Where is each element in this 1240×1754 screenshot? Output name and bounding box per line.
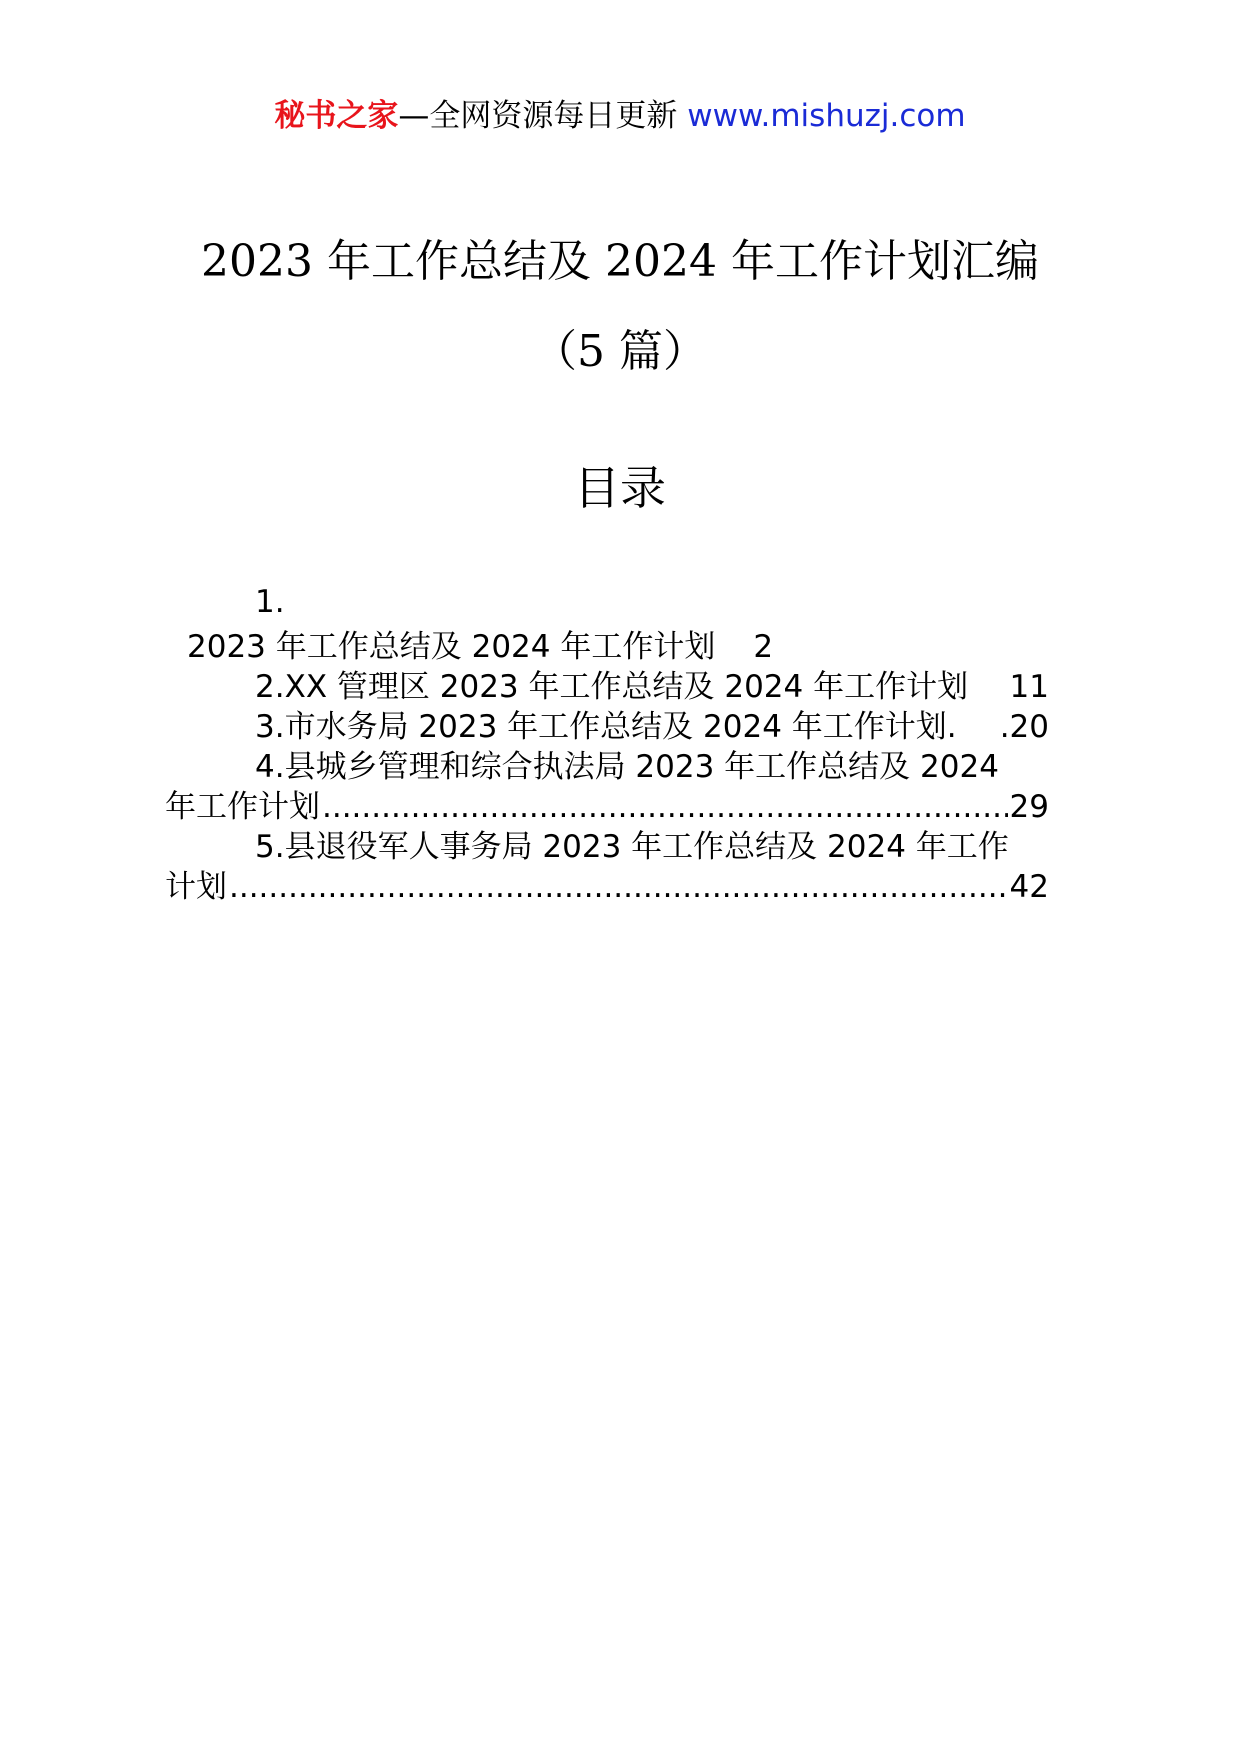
toc-item-title: 县城乡管理和综合执法局 2023 年工作总结及 2024 <box>284 749 999 785</box>
toc-dot-leader <box>229 865 1008 910</box>
toc-item-page: 11 <box>1009 669 1049 705</box>
toc-item-1-number-line[interactable] <box>187 580 1049 625</box>
table-of-contents <box>165 580 1049 910</box>
site-url-link[interactable]: www.mishuzj.com <box>687 98 966 134</box>
toc-item-number: 1. <box>255 584 285 620</box>
toc-item-title: 县退役军人事务局 2023 年工作总结及 2024 年工作 <box>284 829 1009 865</box>
toc-item-2[interactable] <box>187 665 1049 710</box>
site-header <box>0 96 1240 136</box>
toc-item-title-continued: 年工作计划 <box>165 789 320 825</box>
toc-item-number: 5. <box>255 829 285 865</box>
toc-item-1-title-line[interactable] <box>187 625 1049 670</box>
toc-item-title: 2023 年工作总结及 2024 年工作计划 <box>187 629 716 665</box>
toc-item-title: XX 管理区 2023 年工作总结及 2024 年工作计划 <box>284 669 969 705</box>
toc-item-title-continued: 计划 <box>165 869 227 905</box>
toc-dot-leader <box>322 785 1008 830</box>
toc-item-3[interactable] <box>187 705 1049 750</box>
toc-item-page: 2 <box>753 629 774 665</box>
toc-item-4-line-1[interactable] <box>187 745 1049 790</box>
toc-item-page: 42 <box>1009 869 1049 905</box>
document-subtitle: （5 篇） <box>533 326 707 377</box>
toc-item-number: 2. <box>255 669 285 705</box>
header-slogan: —全网资源每日更新 <box>398 98 678 134</box>
toc-item-4-line-2[interactable] <box>165 785 1049 830</box>
toc-item-number: 4. <box>255 749 285 785</box>
toc-item-5-line-1[interactable] <box>187 825 1049 870</box>
toc-item-title: 市水务局 2023 年工作总结及 2024 年工作计划. <box>284 709 957 745</box>
toc-item-page: 29 <box>1009 789 1049 825</box>
toc-item-page: .20 <box>999 709 1049 745</box>
brand-name: 秘书之家 <box>274 98 399 134</box>
toc-item-number: 3. <box>255 709 285 745</box>
toc-item-5-line-2[interactable] <box>165 865 1049 910</box>
document-title: 2023 年工作总结及 2024 年工作计划汇编 <box>201 236 1039 287</box>
toc-heading: 目录 <box>574 461 666 515</box>
